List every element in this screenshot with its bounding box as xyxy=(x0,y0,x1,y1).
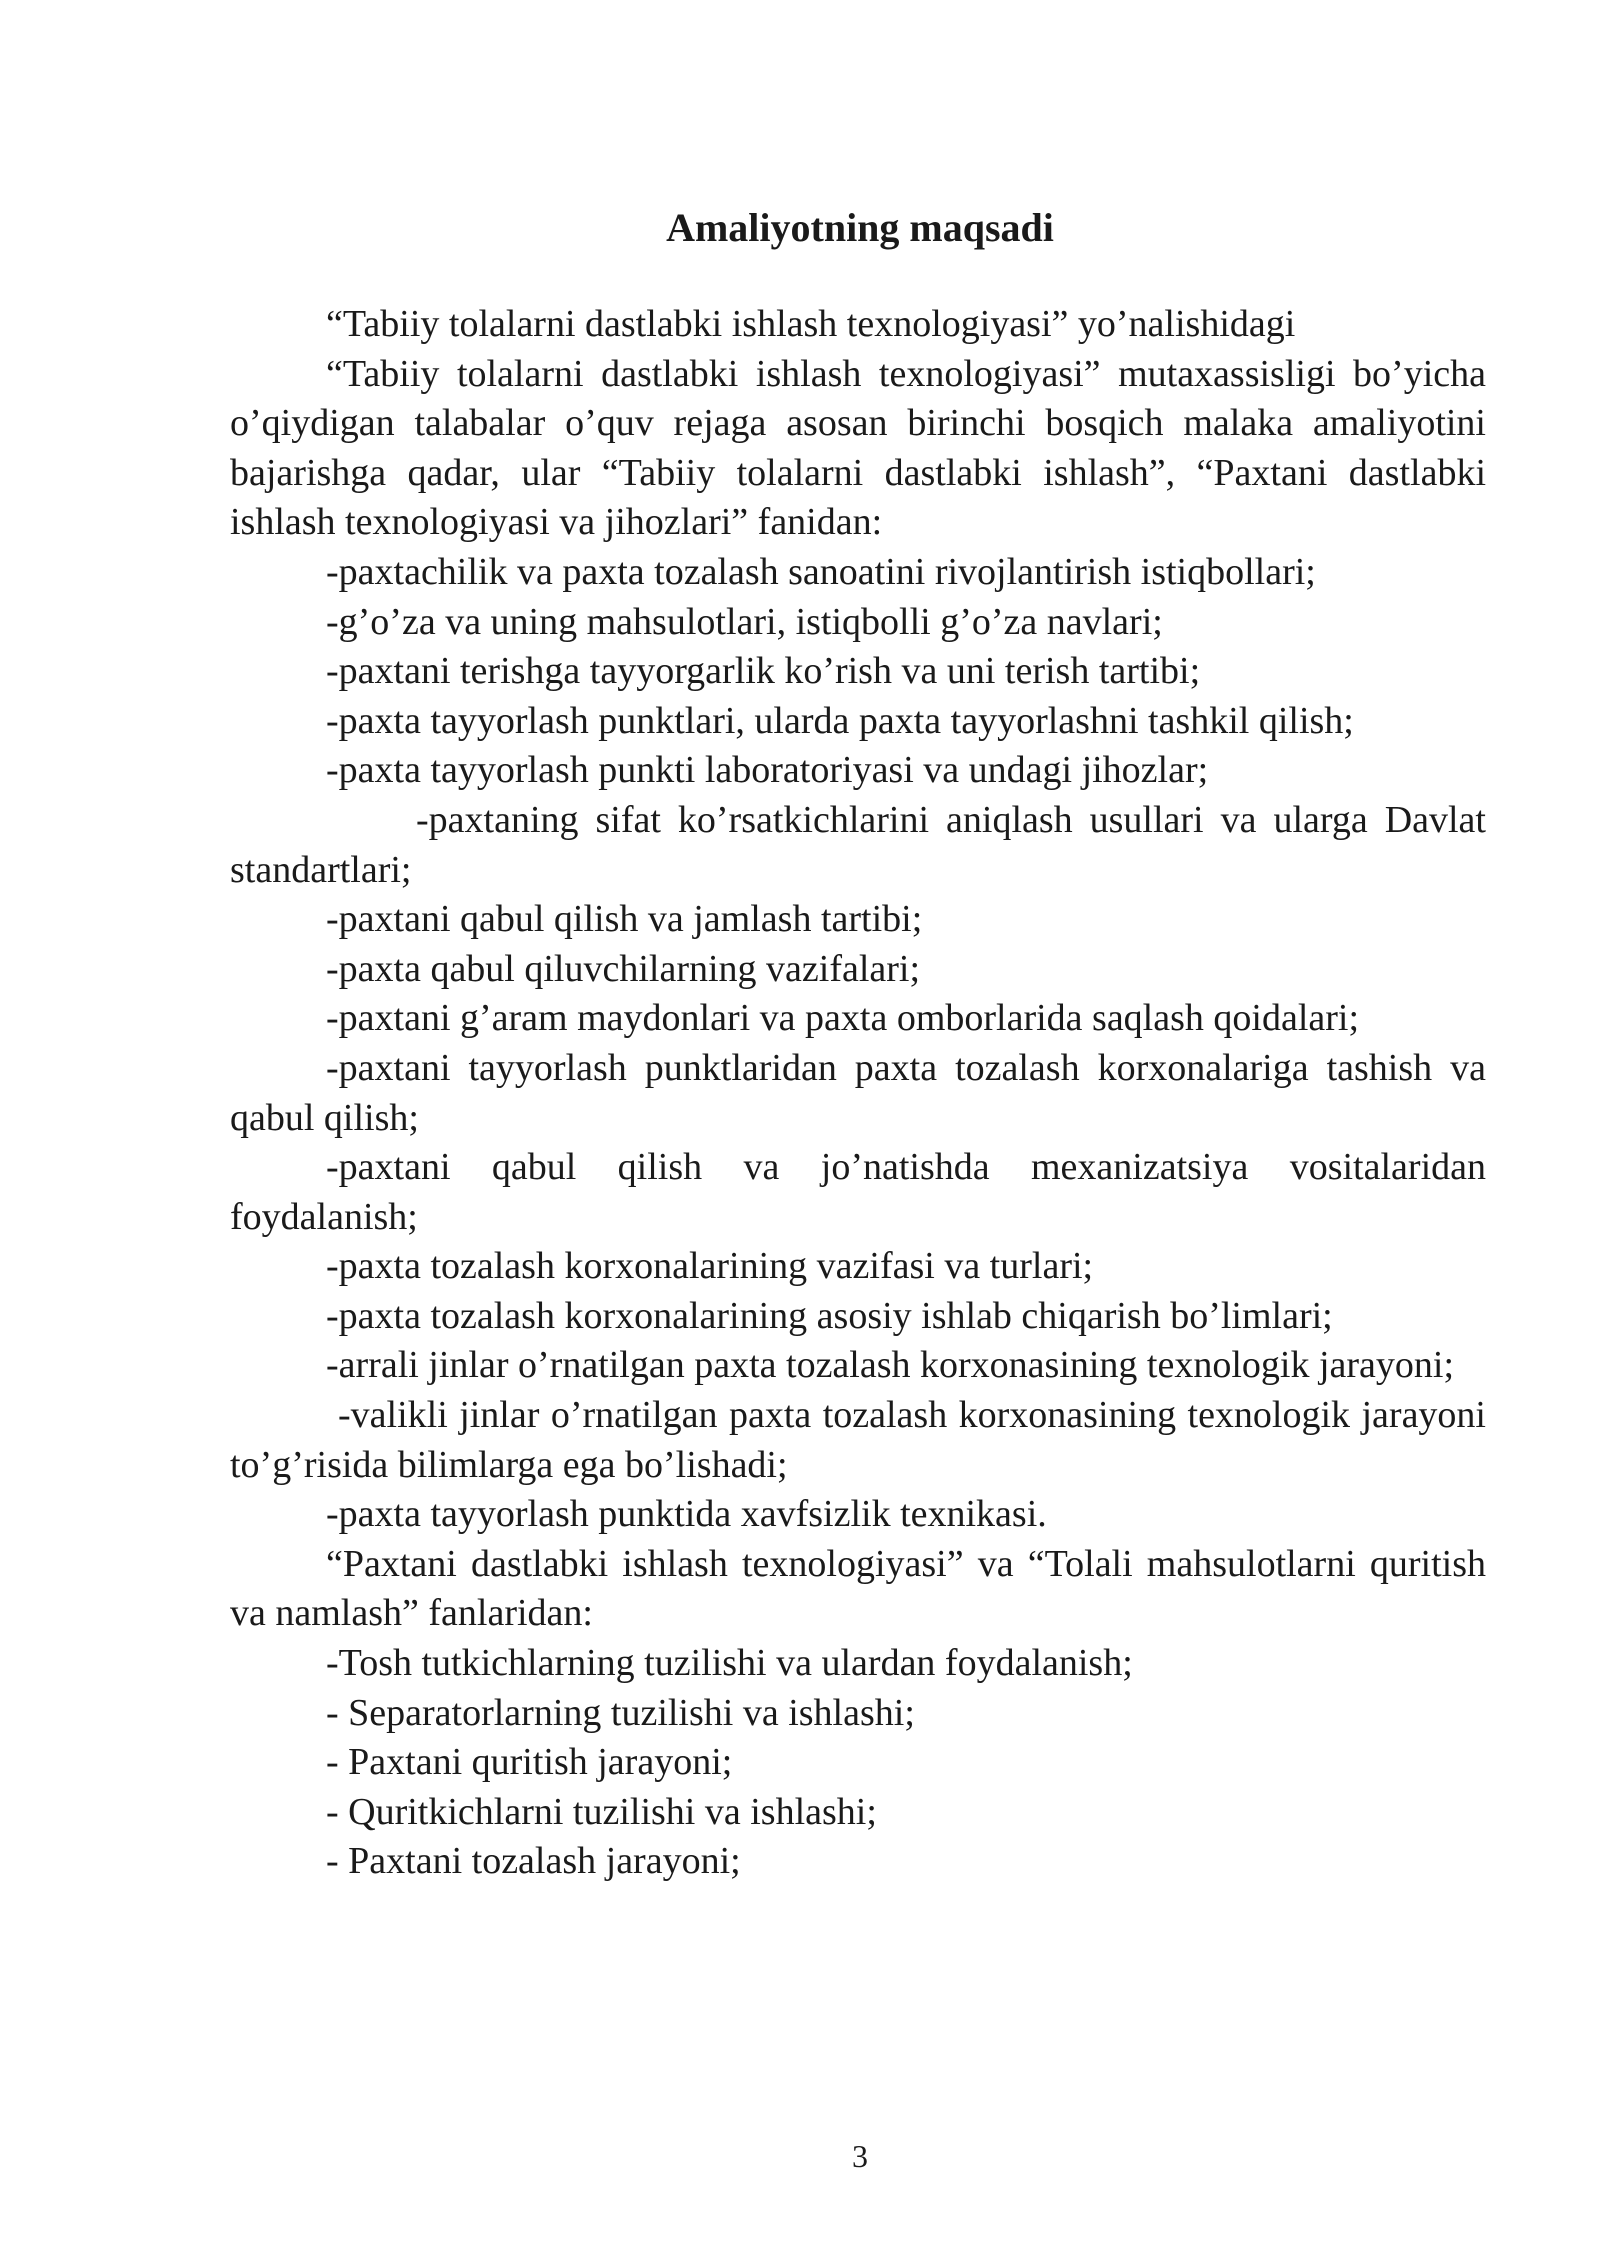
page-title: Amaliyotning maqsadi xyxy=(666,205,1054,250)
list-item: - Paxtani tozalash jarayoni; xyxy=(326,1840,741,1883)
list-item: -paxta qabul qiluvchilarning vazifalari; xyxy=(326,947,921,990)
list-item: -paxtani qabul qilish va jamlash tartibi; xyxy=(326,898,923,941)
paragraph: “Tabiiy tolalarni dastlabki ishlash texnologiyasi” yo’nalishidagi xyxy=(326,303,1296,345)
list-item: -valikli jinlar o’rnatilgan paxta tozalash korxonasining texnologik jarayoni to’g’risida bilimlarga ega bo’lishadi; xyxy=(230,1394,1486,1486)
list-item: -paxtani qabul qilish va jo’natishda mexanizatsiya vositalaridan foydalanish; xyxy=(230,1146,1486,1238)
list-item: - Paxtani quritish jarayoni; xyxy=(326,1741,733,1784)
list-item: -paxta tayyorlash punkti laboratoriyasi va undagi jihozlar; xyxy=(326,749,1209,792)
list-item: -arrali jinlar o’rnatilgan paxta tozalash korxonasining texnologik jarayoni; xyxy=(326,1344,1455,1387)
list-item: - Separatorlarning tuzilishi va ishlashi; xyxy=(326,1691,915,1734)
list-item: -g’o’za va uning mahsulotlari, istiqbolli g’o’za navlari; xyxy=(326,600,1163,643)
list-item: -paxtani tayyorlash punktlaridan paxta tozalash korxonalariga tashish va qabul qilish; xyxy=(230,1046,1486,1139)
list-item: -paxta tozalash korxonalarining vazifasi va turlari; xyxy=(326,1245,1094,1288)
list-item: -paxtachilik va paxta tozalash sanoatini rivojlantirish istiqbollari; xyxy=(326,550,1316,593)
list-item: -Tosh tutkichlarning tuzilishi va ulardan foydalanish; xyxy=(326,1642,1133,1685)
list-item: - Quritkichlarni tuzilishi va ishlashi; xyxy=(326,1790,877,1833)
page-number: 3 xyxy=(852,2138,868,2174)
list-item: -paxta tayyorlash punktlari, ularda paxta tayyorlashni tashkil qilish; xyxy=(326,699,1354,742)
list-item: -paxtani g’aram maydonlari va paxta omborlarida saqlash qoidalari; xyxy=(326,997,1360,1040)
list-item: -paxta tayyorlash punktida xavfsizlik texnikasi. xyxy=(326,1493,1047,1536)
paragraph: “Tabiiy tolalarni dastlabki ishlash texnologiyasi” mutaxassisligi bo’yicha o’qiydigan talabalar o’quv rejaga asosan birinchi bosqich malaka amaliyotini bajarishga qadar, ular “Tabiiy tolalarni dastlabki ishlash”, “Paxtani dastlabki ishlash texnologiyasi va jihozlari” fanidan: xyxy=(230,352,1486,544)
document-body xyxy=(230,300,1486,1887)
list-item: -paxta tozalash korxonalarining asosiy ishlab chiqarish bo’limlari; xyxy=(326,1294,1333,1337)
list-item: -paxtaning sifat ko’rsatkichlarini aniqlash usullari va ularga Davlat standartlari; xyxy=(230,798,1486,891)
list-item: -paxtani terishga tayyorgarlik ko’rish va uni terish tartibi; xyxy=(326,650,1201,693)
paragraph: “Paxtani dastlabki ishlash texnologiyasi” va “Tolali mahsulotlarni quritish va namlash” fanlaridan: xyxy=(230,1542,1486,1635)
